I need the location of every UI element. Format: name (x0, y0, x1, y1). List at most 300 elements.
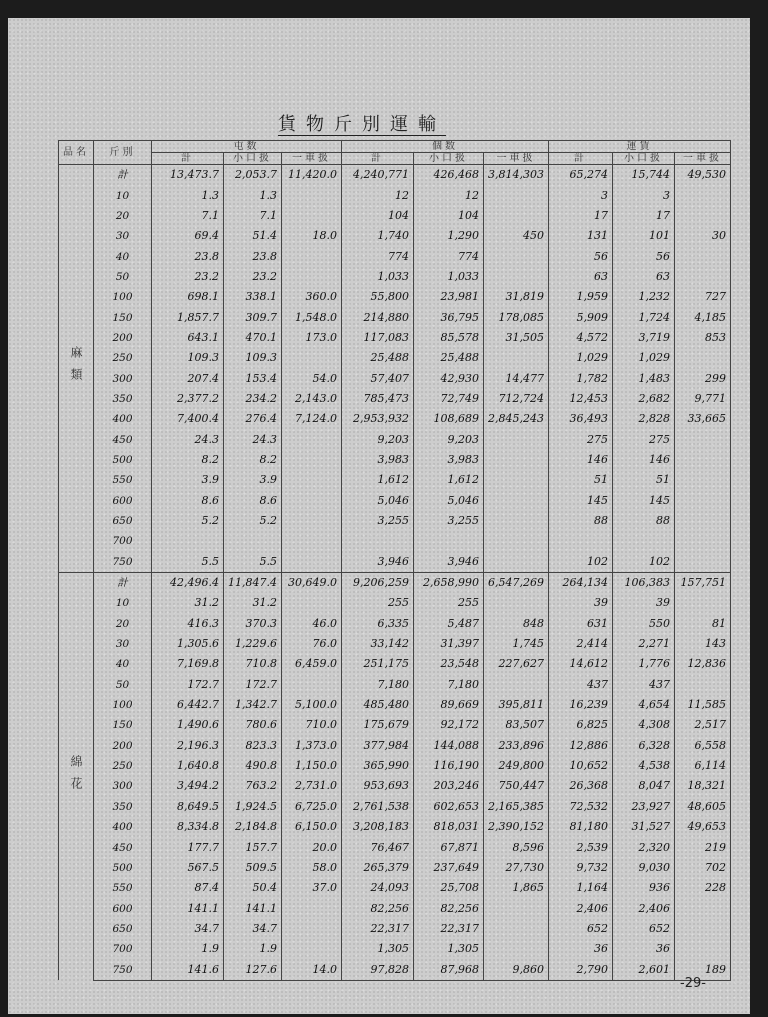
value-cell-t3: 46.0 (282, 614, 342, 634)
value-cell-t2: 172.7 (224, 675, 282, 695)
size-cell: 100 (94, 287, 152, 307)
header-size: 斤別 (94, 141, 152, 165)
table-row (59, 531, 731, 551)
value-cell-p3: 848 (484, 614, 549, 634)
value-cell-p1: 7,180 (342, 675, 414, 695)
value-cell-p1: 3,208,183 (342, 817, 414, 837)
size-cell: 550 (94, 878, 152, 898)
table-row (59, 368, 731, 388)
value-cell-p2: 774 (414, 246, 484, 266)
value-cell-f1: 4,572 (548, 328, 612, 348)
value-cell-t1: 23.8 (152, 246, 224, 266)
value-cell-p2: 818,031 (414, 817, 484, 837)
value-cell-t2: 7.1 (224, 206, 282, 226)
value-cell-p1: 97,828 (342, 959, 414, 980)
size-cell: 200 (94, 736, 152, 756)
value-cell-t2: 5.5 (224, 552, 282, 573)
size-cell: 750 (94, 552, 152, 573)
value-cell-p1: 1,612 (342, 470, 414, 490)
header-freight: 運賃 (548, 141, 730, 153)
table-row (59, 348, 731, 368)
value-cell-t2: 1.3 (224, 185, 282, 205)
value-cell-t2: 763.2 (224, 776, 282, 796)
table-body (59, 165, 731, 981)
value-cell-t2: 153.4 (224, 368, 282, 388)
value-cell-t1: 6,442.7 (152, 695, 224, 715)
value-cell-f2: 2,828 (612, 409, 674, 429)
value-cell-p1: 785,473 (342, 389, 414, 409)
value-cell-t1: 1.3 (152, 185, 224, 205)
table-row (59, 878, 731, 898)
value-cell-p2: 237,649 (414, 858, 484, 878)
value-cell-f2: 36 (612, 939, 674, 959)
table-row (59, 491, 731, 511)
size-cell: 50 (94, 267, 152, 287)
header-tonnage-total: 計 (152, 153, 224, 165)
value-cell-t3: 7,124.0 (282, 409, 342, 429)
value-cell-p3 (484, 470, 549, 490)
value-cell-f1: 12,886 (548, 736, 612, 756)
value-cell-f2 (612, 531, 674, 551)
size-cell: 500 (94, 450, 152, 470)
size-cell: 計 (94, 165, 152, 186)
value-cell-t3 (282, 450, 342, 470)
value-cell-p2: 22,317 (414, 919, 484, 939)
value-cell-t3 (282, 491, 342, 511)
value-cell-t1: 8.6 (152, 491, 224, 511)
value-cell-f2: 2,601 (612, 959, 674, 980)
size-cell: 600 (94, 898, 152, 918)
value-cell-p1: 1,740 (342, 226, 414, 246)
value-cell-p3 (484, 511, 549, 531)
value-cell-f1: 39 (548, 593, 612, 613)
value-cell-f2: 56 (612, 246, 674, 266)
value-cell-f1: 88 (548, 511, 612, 531)
size-cell: 300 (94, 368, 152, 388)
value-cell-f1: 12,453 (548, 389, 612, 409)
value-cell-p3: 2,165,385 (484, 797, 549, 817)
value-cell-t2: 234.2 (224, 389, 282, 409)
size-cell: 250 (94, 348, 152, 368)
value-cell-f3 (674, 531, 730, 551)
value-cell-p1: 25,488 (342, 348, 414, 368)
value-cell-p2: 1,033 (414, 267, 484, 287)
value-cell-f1: 131 (548, 226, 612, 246)
value-cell-p1: 3,983 (342, 450, 414, 470)
table-row (59, 593, 731, 613)
value-cell-t1: 1,857.7 (152, 307, 224, 327)
size-cell: 250 (94, 756, 152, 776)
value-cell-f2: 146 (612, 450, 674, 470)
value-cell-f3: 11,585 (674, 695, 730, 715)
value-cell-p2: 85,578 (414, 328, 484, 348)
table-row (59, 898, 731, 918)
value-cell-f1: 102 (548, 552, 612, 573)
value-cell-p2: 42,930 (414, 368, 484, 388)
value-cell-p2: 25,708 (414, 878, 484, 898)
value-cell-t3 (282, 675, 342, 695)
value-cell-f2: 2,271 (612, 634, 674, 654)
value-cell-p3: 1,865 (484, 878, 549, 898)
value-cell-p1: 214,880 (342, 307, 414, 327)
value-cell-p1 (342, 531, 414, 551)
value-cell-p2: 92,172 (414, 715, 484, 735)
value-cell-p1: 1,305 (342, 939, 414, 959)
size-cell: 550 (94, 470, 152, 490)
value-cell-t3: 30,649.0 (282, 572, 342, 593)
value-cell-t2: 470.1 (224, 328, 282, 348)
value-cell-p2: 602,653 (414, 797, 484, 817)
value-cell-t3: 54.0 (282, 368, 342, 388)
header-tonnage: 屯数 (152, 141, 342, 153)
value-cell-f3 (674, 593, 730, 613)
size-cell: 650 (94, 919, 152, 939)
table-row (59, 614, 731, 634)
value-cell-f1: 2,414 (548, 634, 612, 654)
value-cell-p3 (484, 491, 549, 511)
value-cell-p1: 33,142 (342, 634, 414, 654)
value-cell-t3 (282, 939, 342, 959)
value-cell-f3 (674, 898, 730, 918)
value-cell-t1: 7,169.8 (152, 654, 224, 674)
value-cell-f1: 275 (548, 429, 612, 449)
value-cell-f1: 2,539 (548, 837, 612, 857)
value-cell-p1: 82,256 (342, 898, 414, 918)
value-cell-t1: 207.4 (152, 368, 224, 388)
value-cell-t1: 109.3 (152, 348, 224, 368)
value-cell-t2: 823.3 (224, 736, 282, 756)
value-cell-t3: 6,150.0 (282, 817, 342, 837)
value-cell-p1: 2,761,538 (342, 797, 414, 817)
value-cell-p1: 2,953,932 (342, 409, 414, 429)
size-cell: 10 (94, 185, 152, 205)
size-cell: 40 (94, 654, 152, 674)
value-cell-p1: 76,467 (342, 837, 414, 857)
table-row (59, 634, 731, 654)
page-number: -29- (680, 976, 706, 991)
value-cell-p1: 1,033 (342, 267, 414, 287)
value-cell-t1: 69.4 (152, 226, 224, 246)
value-cell-t3 (282, 919, 342, 939)
value-cell-t1: 31.2 (152, 593, 224, 613)
scanned-page (8, 18, 750, 1014)
value-cell-f1: 2,406 (548, 898, 612, 918)
value-cell-f1: 81,180 (548, 817, 612, 837)
value-cell-f3 (674, 206, 730, 226)
table-row (59, 307, 731, 327)
value-cell-t3: 58.0 (282, 858, 342, 878)
size-cell: 200 (94, 328, 152, 348)
value-cell-p3 (484, 593, 549, 613)
value-cell-f2: 1,776 (612, 654, 674, 674)
value-cell-f3 (674, 267, 730, 287)
table-row (59, 470, 731, 490)
size-cell: 100 (94, 695, 152, 715)
value-cell-t1: 24.3 (152, 429, 224, 449)
header-row-sub (59, 153, 731, 165)
value-cell-t3: 37.0 (282, 878, 342, 898)
value-cell-p2: 426,468 (414, 165, 484, 186)
value-cell-t2: 1,229.6 (224, 634, 282, 654)
value-cell-t3: 2,143.0 (282, 389, 342, 409)
value-cell-t1: 7,400.4 (152, 409, 224, 429)
value-cell-t1: 1.9 (152, 939, 224, 959)
value-cell-f1: 72,532 (548, 797, 612, 817)
value-cell-f2: 17 (612, 206, 674, 226)
value-cell-p3: 83,507 (484, 715, 549, 735)
value-cell-p2 (414, 531, 484, 551)
value-cell-f2: 4,538 (612, 756, 674, 776)
value-cell-f3: 299 (674, 368, 730, 388)
value-cell-p3: 6,547,269 (484, 572, 549, 593)
value-cell-p3 (484, 552, 549, 573)
value-cell-p2: 1,612 (414, 470, 484, 490)
size-cell: 700 (94, 531, 152, 551)
value-cell-f3: 157,751 (674, 572, 730, 593)
table-row (59, 246, 731, 266)
header-pieces-small: 小口扱 (414, 153, 484, 165)
value-cell-p2: 7,180 (414, 675, 484, 695)
value-cell-t1: 1,640.8 (152, 756, 224, 776)
value-cell-t3: 18.0 (282, 226, 342, 246)
value-cell-f2: 51 (612, 470, 674, 490)
value-cell-f2: 1,232 (612, 287, 674, 307)
value-cell-t3: 710.0 (282, 715, 342, 735)
value-cell-f2: 9,030 (612, 858, 674, 878)
value-cell-f3: 18,321 (674, 776, 730, 796)
value-cell-p2: 1,290 (414, 226, 484, 246)
value-cell-t2: 51.4 (224, 226, 282, 246)
value-cell-p3 (484, 348, 549, 368)
table-row (59, 776, 731, 796)
value-cell-t2: 127.6 (224, 959, 282, 980)
value-cell-f3 (674, 552, 730, 573)
value-cell-f3 (674, 470, 730, 490)
table-row (59, 287, 731, 307)
value-cell-t1: 2,196.3 (152, 736, 224, 756)
value-cell-p2: 23,981 (414, 287, 484, 307)
value-cell-t2: 109.3 (224, 348, 282, 368)
value-cell-t1: 416.3 (152, 614, 224, 634)
header-tonnage-car: 一車扱 (282, 153, 342, 165)
table-row (59, 226, 731, 246)
value-cell-p2: 1,305 (414, 939, 484, 959)
value-cell-t1: 3,494.2 (152, 776, 224, 796)
value-cell-p3 (484, 675, 549, 695)
value-cell-f3 (674, 246, 730, 266)
value-cell-f1: 631 (548, 614, 612, 634)
table-row (59, 572, 731, 593)
value-cell-t1: 42,496.4 (152, 572, 224, 593)
value-cell-p3: 233,896 (484, 736, 549, 756)
value-cell-f2: 2,682 (612, 389, 674, 409)
value-cell-t1: 8,649.5 (152, 797, 224, 817)
value-cell-f1: 145 (548, 491, 612, 511)
value-cell-t2: 3.9 (224, 470, 282, 490)
value-cell-p1: 265,379 (342, 858, 414, 878)
value-cell-t1: 13,473.7 (152, 165, 224, 186)
value-cell-f2: 145 (612, 491, 674, 511)
value-cell-t1: 1,490.6 (152, 715, 224, 735)
value-cell-t3: 11,420.0 (282, 165, 342, 186)
value-cell-f2: 31,527 (612, 817, 674, 837)
value-cell-p1: 3,946 (342, 552, 414, 573)
value-cell-p1: 365,990 (342, 756, 414, 776)
value-cell-p2: 82,256 (414, 898, 484, 918)
value-cell-p2: 31,397 (414, 634, 484, 654)
header-category: 品名 (59, 141, 94, 165)
size-cell: 350 (94, 389, 152, 409)
table-row (59, 919, 731, 939)
value-cell-t2: 370.3 (224, 614, 282, 634)
size-cell: 400 (94, 409, 152, 429)
value-cell-p2: 104 (414, 206, 484, 226)
value-cell-t1: 1,305.6 (152, 634, 224, 654)
value-cell-t3: 6,459.0 (282, 654, 342, 674)
value-cell-t2: 1,924.5 (224, 797, 282, 817)
value-cell-f1: 51 (548, 470, 612, 490)
value-cell-f2: 8,047 (612, 776, 674, 796)
size-cell: 600 (94, 491, 152, 511)
value-cell-t3 (282, 429, 342, 449)
value-cell-t1: 34.7 (152, 919, 224, 939)
value-cell-f1: 652 (548, 919, 612, 939)
value-cell-p1: 485,480 (342, 695, 414, 715)
value-cell-t2: 157.7 (224, 837, 282, 857)
value-cell-p3 (484, 185, 549, 205)
value-cell-f3: 12,836 (674, 654, 730, 674)
table-row (59, 939, 731, 959)
value-cell-p2: 87,968 (414, 959, 484, 980)
value-cell-f3: 4,185 (674, 307, 730, 327)
table-row (59, 165, 731, 186)
value-cell-f3 (674, 511, 730, 531)
table-row (59, 206, 731, 226)
value-cell-t2: 34.7 (224, 919, 282, 939)
value-cell-t2: 2,184.8 (224, 817, 282, 837)
size-cell: 150 (94, 307, 152, 327)
value-cell-f3: 6,558 (674, 736, 730, 756)
value-cell-p3 (484, 206, 549, 226)
header-pieces-total: 計 (342, 153, 414, 165)
value-cell-f2: 3 (612, 185, 674, 205)
value-cell-t2: 23.8 (224, 246, 282, 266)
value-cell-p1: 175,679 (342, 715, 414, 735)
value-cell-f2: 106,383 (612, 572, 674, 593)
value-cell-t2: 780.6 (224, 715, 282, 735)
value-cell-t3 (282, 531, 342, 551)
value-cell-t3 (282, 267, 342, 287)
value-cell-p3 (484, 939, 549, 959)
value-cell-f1: 36,493 (548, 409, 612, 429)
value-cell-f1: 9,732 (548, 858, 612, 878)
size-cell: 700 (94, 939, 152, 959)
value-cell-t1 (152, 531, 224, 551)
header-tonnage-small: 小口扱 (224, 153, 282, 165)
value-cell-f1: 16,239 (548, 695, 612, 715)
value-cell-p1: 57,407 (342, 368, 414, 388)
value-cell-p1: 22,317 (342, 919, 414, 939)
value-cell-p1: 55,800 (342, 287, 414, 307)
value-cell-p1: 251,175 (342, 654, 414, 674)
value-cell-p1: 24,093 (342, 878, 414, 898)
value-cell-t2: 141.1 (224, 898, 282, 918)
value-cell-f2: 39 (612, 593, 674, 613)
value-cell-f3: 219 (674, 837, 730, 857)
value-cell-p2: 255 (414, 593, 484, 613)
value-cell-f1: 17 (548, 206, 612, 226)
value-cell-t3 (282, 246, 342, 266)
value-cell-t2: 710.8 (224, 654, 282, 674)
value-cell-p3: 227,627 (484, 654, 549, 674)
value-cell-t3 (282, 470, 342, 490)
value-cell-f2: 652 (612, 919, 674, 939)
value-cell-p2: 12 (414, 185, 484, 205)
table-row (59, 552, 731, 573)
table-row (59, 695, 731, 715)
size-cell: 計 (94, 572, 152, 593)
value-cell-t2: 5.2 (224, 511, 282, 531)
value-cell-f1: 2,790 (548, 959, 612, 980)
value-cell-f2: 275 (612, 429, 674, 449)
value-cell-f2: 102 (612, 552, 674, 573)
value-cell-p3: 450 (484, 226, 549, 246)
value-cell-f3 (674, 185, 730, 205)
value-cell-t2: 50.4 (224, 878, 282, 898)
value-cell-t2: 8.2 (224, 450, 282, 470)
value-cell-f3 (674, 348, 730, 368)
value-cell-p3: 27,730 (484, 858, 549, 878)
value-cell-p1: 377,984 (342, 736, 414, 756)
value-cell-f2: 1,724 (612, 307, 674, 327)
table-row (59, 654, 731, 674)
value-cell-f3: 6,114 (674, 756, 730, 776)
value-cell-f1: 36 (548, 939, 612, 959)
value-cell-p2: 67,871 (414, 837, 484, 857)
table-row (59, 736, 731, 756)
table-row (59, 511, 731, 531)
value-cell-p1: 9,203 (342, 429, 414, 449)
value-cell-t1: 3.9 (152, 470, 224, 490)
value-cell-f2: 2,320 (612, 837, 674, 857)
value-cell-f2: 88 (612, 511, 674, 531)
value-cell-t3: 173.0 (282, 328, 342, 348)
value-cell-p3: 249,800 (484, 756, 549, 776)
size-cell: 500 (94, 858, 152, 878)
value-cell-f1: 65,274 (548, 165, 612, 186)
size-cell: 450 (94, 429, 152, 449)
table-row (59, 817, 731, 837)
size-cell: 650 (94, 511, 152, 531)
value-cell-f3: 48,605 (674, 797, 730, 817)
value-cell-f3: 727 (674, 287, 730, 307)
size-cell: 750 (94, 959, 152, 980)
value-cell-f1: 146 (548, 450, 612, 470)
value-cell-p2: 5,046 (414, 491, 484, 511)
value-cell-p2: 3,983 (414, 450, 484, 470)
value-cell-t3: 1,548.0 (282, 307, 342, 327)
value-cell-f1: 1,164 (548, 878, 612, 898)
value-cell-f1: 10,652 (548, 756, 612, 776)
value-cell-f2: 4,308 (612, 715, 674, 735)
value-cell-t3 (282, 348, 342, 368)
value-cell-f3: 702 (674, 858, 730, 878)
value-cell-p3: 2,845,243 (484, 409, 549, 429)
value-cell-t1: 5.2 (152, 511, 224, 531)
value-cell-f1: 3 (548, 185, 612, 205)
size-cell: 20 (94, 206, 152, 226)
value-cell-t2: 23.2 (224, 267, 282, 287)
